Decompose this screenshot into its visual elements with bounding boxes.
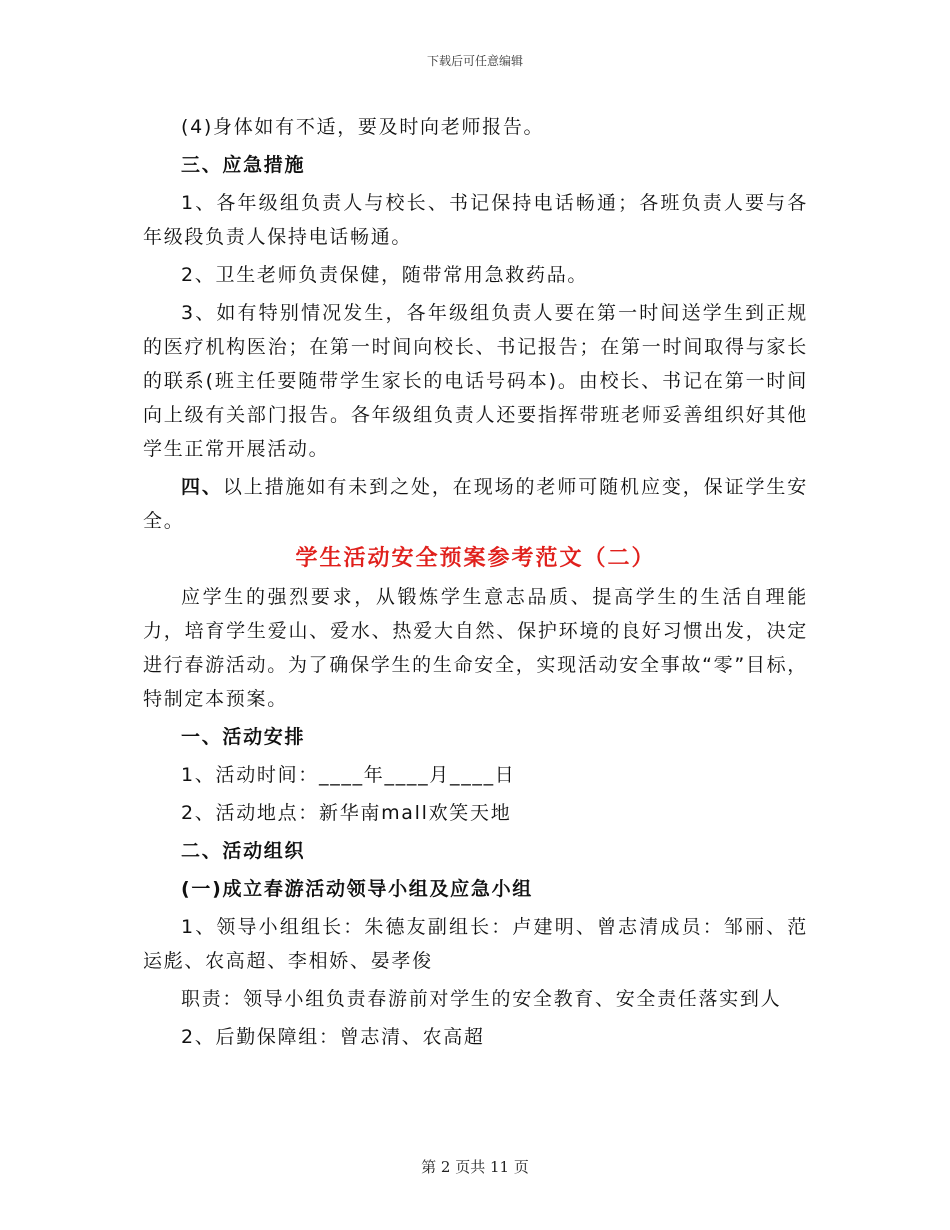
paragraph-health: (4)身体如有不适，要及时向老师报告。 bbox=[181, 116, 545, 138]
page-header: 下载后可任意编辑 bbox=[426, 54, 523, 68]
heading-organization: 二、活动组织 bbox=[181, 840, 306, 862]
paragraph-logistics: 2、后勤保障组：曾志清、农高超 bbox=[181, 1026, 485, 1048]
paragraph-time: 1、活动时间：____年____月____日 bbox=[181, 764, 516, 786]
heading-arrangement: 一、活动安排 bbox=[181, 726, 306, 748]
paragraph-other bbox=[143, 470, 808, 538]
paragraph-contact: 1、各年级组负责人与校长、书记保持电话畅通；各班负责人要与各年级段负责人保持电话畅通。 bbox=[143, 192, 808, 248]
paragraph-special: 3、如有特别情况发生，各年级组负责人要在第一时间送学生到正规的医疗机构医治；在第一时间向校长、书记报告；在第一时间取得与家长的联系(班主任要随带学生家长的电话号码本)。由校长、书记在第一时间向上级有关部门报告。各年级组负责人还要指挥带班老师妥善组织好其他学生正常开展活动。 bbox=[143, 302, 808, 460]
document-body bbox=[143, 110, 808, 1058]
section-title: 学生活动安全预案参考范文（二） bbox=[295, 546, 656, 571]
paragraph-other-lead: 四、 bbox=[181, 476, 223, 498]
heading-group: (一)成立春游活动领导小组及应急小组 bbox=[181, 878, 533, 900]
paragraph-leaders: 1、领导小组组长：朱德友副组长：卢建明、曾志清成员：邹丽、范运彪、农高超、李相娇、晏孝俊 bbox=[143, 916, 808, 972]
paragraph-intro: 应学生的强烈要求，从锻炼学生意志品质、提高学生的生活自理能力，培育学生爱山、爱水、热爱大自然、保护环境的良好习惯出发，决定进行春游活动。为了确保学生的生命安全，实现活动安全事故“零”目标，特制定本预案。 bbox=[143, 586, 808, 710]
page-footer: 第 2 页共 11 页 bbox=[421, 1158, 529, 1176]
paragraph-other-text: 以上措施如有未到之处，在现场的老师可随机应变，保证学生安全。 bbox=[143, 476, 809, 532]
heading-emergency: 三、应急措施 bbox=[181, 154, 306, 176]
paragraph-duty: 职责：领导小组负责春游前对学生的安全教育、安全责任落实到人 bbox=[181, 988, 782, 1010]
paragraph-location: 2、活动地点：新华南mall欢笑天地 bbox=[181, 802, 512, 824]
paragraph-doctor: 2、卫生老师负责保健，随带常用急救药品。 bbox=[181, 264, 589, 286]
